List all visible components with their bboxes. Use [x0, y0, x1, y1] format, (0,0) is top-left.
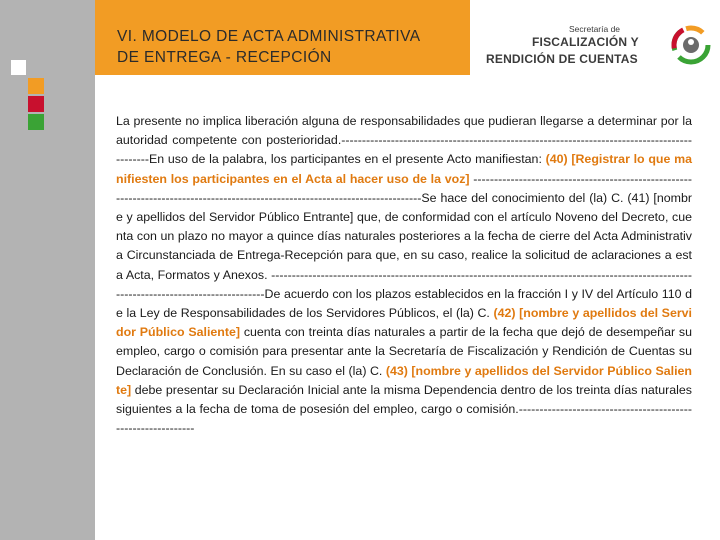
logo-line1: FISCALIZACIÓN Y	[532, 35, 639, 49]
logo-top-text: Secretaría de	[569, 24, 621, 34]
orange-square-decoration	[28, 78, 44, 94]
red-square-decoration	[28, 96, 44, 112]
slide-title-line1: VI. MODELO DE ACTA ADMINISTRATIVA	[117, 28, 421, 45]
secretaria-logo	[486, 22, 716, 70]
logo-line2: RENDICIÓN DE CUENTAS	[486, 52, 638, 66]
body-text-seg2: -------------------------------------------------------------------------------------------------------------------------------Se hace del conocimiento del (la) C. (41) [nombre y apellidos del Servidor Público Entrante] que, de conformidad con el artículo Noveno del Decreto, cuenta con un plazo no mayor a quince días naturales posteriores a la fecha de cierre del Acta Administrativa Circunstanciada de Entrega-Recepción para que, en su caso, realice la solicitud de aclaraciones a esta Acta, Formatos y Anexos. ------------------------------------------------------------------------------------------------------------------------------------------De acuerdo con los plazos establecidos en la fracción I y IV del Artículo 110 de la Ley de Responsabilidades de los Servidores Públicos, el (la) C.	[116, 171, 692, 321]
secretaria-emblem-icon	[670, 24, 712, 66]
placeholder-40: (40) [Registrar lo que manifiesten los participantes en el Acta al hacer uso de la voz]	[116, 152, 692, 186]
slide-title-box	[95, 0, 470, 75]
acta-body-paragraph	[116, 112, 692, 438]
body-text-seg1: La presente no implica liberación alguna de responsabilidades que pudieran llegarse a determinar por la autoridad competente con posterioridad.---------------------------------------------------------------------------------------------En uso de la palabra, los participantes en el presente Acto manifiestan:	[116, 114, 692, 167]
body-text-seg3: cuenta con treinta días naturales a partir de la fecha que dejó de desempeñar su empleo, cargo o comisión para presentar ante la Secretaría de Fiscalización y Rendición de Cuentas su Declaración de Conclusión. En su caso el (la) C.	[116, 325, 692, 378]
green-square-decoration	[28, 114, 44, 130]
white-square-decoration	[11, 60, 26, 75]
body-text-seg4: debe presentar su Declaración Inicial ante la misma Dependencia dentro de los treinta días naturales siguientes a la fecha de toma de posesión del empleo, cargo o comisión.-------------------------------------------------------------	[116, 382, 692, 436]
left-side-band	[0, 0, 95, 540]
placeholder-43: (43) [nombre y apellidos del Servidor Público Saliente]	[116, 363, 692, 397]
placeholder-42: (42) [nombre y apellidos del Servidor Público Saliente]	[116, 306, 692, 340]
slide-title-line2: DE ENTREGA - RECEPCIÓN	[117, 49, 332, 66]
